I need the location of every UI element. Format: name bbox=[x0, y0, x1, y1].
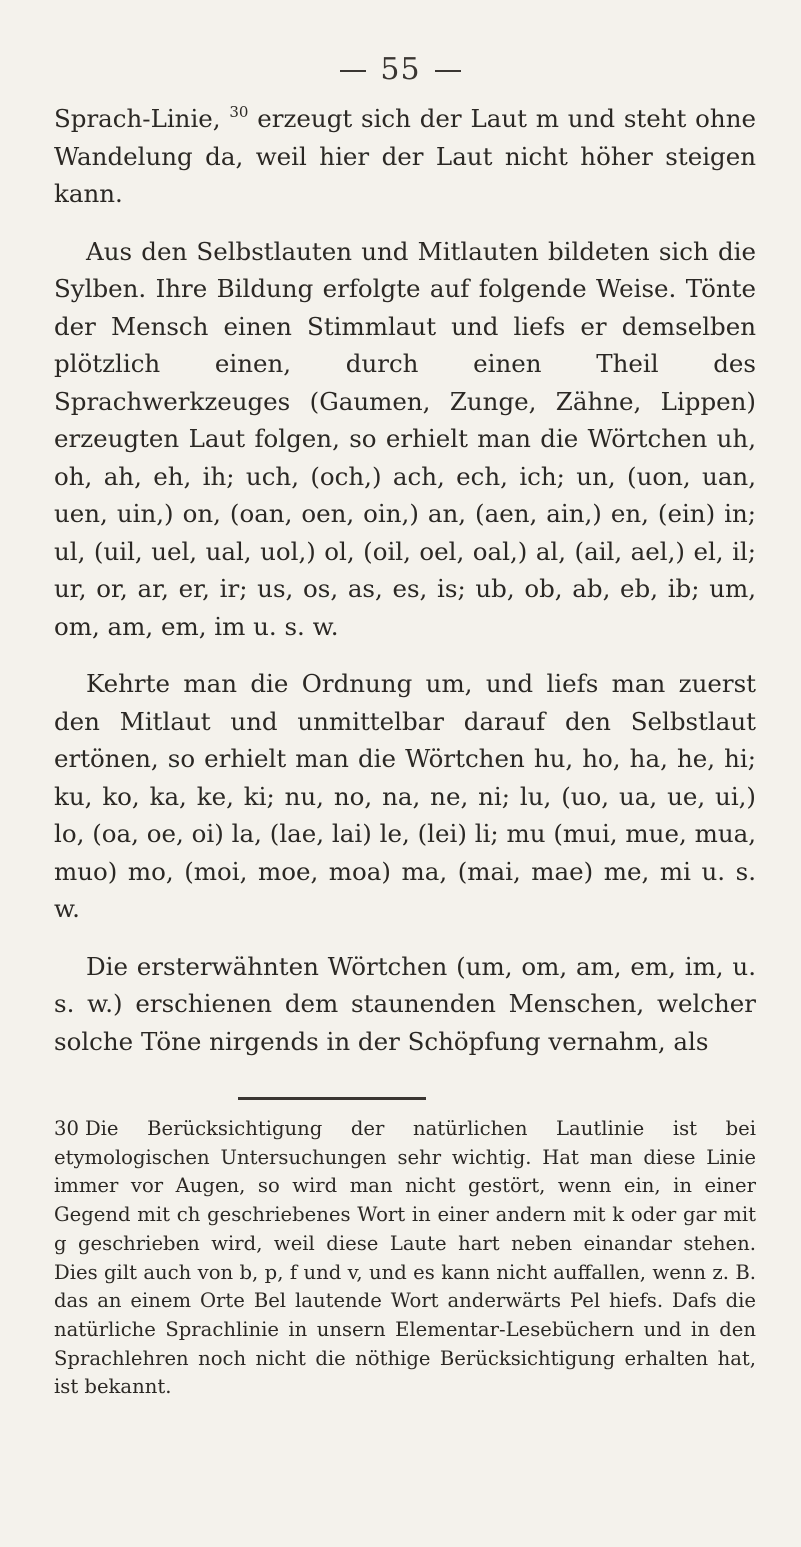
paragraph-3: Kehrte man die Ordnung um, und liefs man zuerst den Mitlaut und unmittelbar darauf den Selbstlaut ertönen, so erhielt man die Wörtchen hu, ho, ha, he, hi; ku, ko, ka, ke, ki; nu, no, na, ne, ni; lu, (uo, ua, ue, ui,) lo, (oa, oe, oi) la, (lae, lai) le, (lei) li; mu (mui, mue, mua, muo) mo, (moi, moe, moa) ma, (mai, mae) me, mi u. s. w. bbox=[54, 669, 756, 923]
right-dash bbox=[435, 70, 461, 72]
paragraph-1-rest: erzeugt sich der Laut m und steht ohne Wandelung da, weil hier der Laut nicht höher steigen kann. bbox=[54, 104, 756, 208]
paragraph-4: Die ersterwähnten Wörtchen (um, om, am, em, im, u. s. w.) erschienen dem staunenden Menschen, welcher solche Töne nirgends in der Schöpfung vernahm, als bbox=[54, 951, 756, 1056]
footnote bbox=[54, 1115, 756, 1402]
footnote-marker: 30 bbox=[54, 1117, 79, 1140]
paragraph-2: Aus den Selbstlauten und Mitlauten bildeten sich die Sylben. Ihre Bildung erfolgte auf folgende Weise. Tönte der Mensch einen Stimmlaut und liefs er demselben plötzlich einen, durch einen Theil des Sprachwerkzeuges (Gaumen, Zunge, Zähne, Lippen) erzeugten Laut folgen, so erhielt man die Wörtchen uh, oh, ah, eh, ih; uch, (och,) ach, ech, ich; un, (uon, uan, uen, uin,) on, (oan, oen, oin,) an, (aen, ain,) en, (ein) in; ul, (uil, uel, ual, uol,) ol, (oil, oel, oal,) al, (ail, ael,) el, il; ur, or, ar, er, ir; us, os, as, es, is; ub, ob, ab, eb, ib; um, om, am, em, im u. s. w. bbox=[54, 236, 756, 641]
paragraph-1 bbox=[54, 100, 756, 213]
main-text bbox=[54, 100, 756, 1060]
footnote-divider bbox=[238, 1097, 426, 1100]
paragraph-1-start: Sprach-Linie, bbox=[54, 104, 221, 133]
footnote-reference: 30 bbox=[229, 103, 249, 121]
left-dash bbox=[340, 70, 366, 72]
page-number-value: 55 bbox=[380, 52, 421, 87]
footnote-text: Die Berücksichtigung der natürlichen Lautlinie ist bei etymologischen Untersuchungen sehr wichtig. Hat man diese Linie immer vor Augen, so wird man nicht gestört, wenn ein, in einer Gegend mit ch geschriebenes Wort in einer andern mit k oder gar mit g geschrieben wird, weil diese Laute hart neben einandar stehen. Dies gilt auch von b, p, f und v, und es kann nicht auffallen, wenn z. B. das an einem Orte Bel lautende Wort anderwärts Pel hiefs. Dafs die natürliche Sprachlinie in unsern Elementar-Lesebüchern und in den Sprachlehren noch nicht die nöthige Berücksichtigung erhalten hat, ist bekannt. bbox=[54, 1117, 756, 1399]
page-number bbox=[0, 52, 801, 87]
